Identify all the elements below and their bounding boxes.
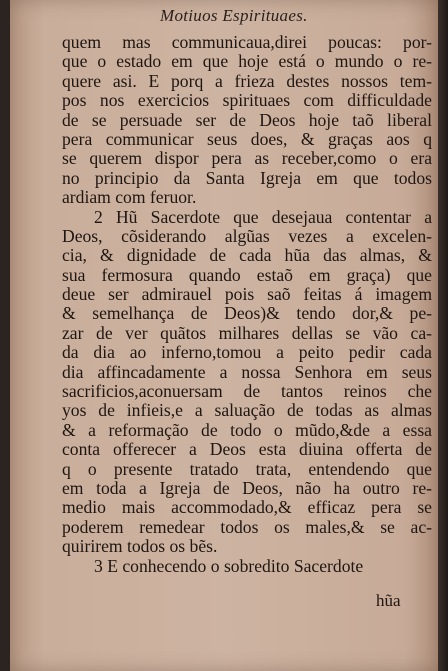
text-line: quere asi. E porq a frieza destes nossos tem- bbox=[62, 71, 432, 91]
text-line: sua fermosura quando estaõ em graça) que bbox=[62, 265, 432, 285]
book-page bbox=[10, 0, 438, 671]
text-line: de se persuade ser de Deos hoje taõ liberal bbox=[62, 110, 432, 130]
text-line: zar de ver quãtos milhares dellas se vão ca- bbox=[62, 323, 432, 343]
text-line: yos de infieis,e a saluação de todas as almas bbox=[62, 401, 432, 421]
text-line: medio mais accommodado,& efficaz pera se bbox=[62, 498, 432, 518]
text-line: da dia ao inferno,tomou a peito pedir cada bbox=[62, 343, 432, 363]
text-line: quem mas communicaua,direi poucas: por- bbox=[62, 33, 432, 52]
text-line: em toda a Igreja de Deos, não ha outro re- bbox=[62, 478, 432, 498]
text-line: pera communicar seus does, & graças aos q bbox=[62, 129, 432, 149]
catchword: hũa bbox=[376, 591, 401, 610]
text-line: no principio da Santa Igreja em que todos bbox=[62, 168, 432, 188]
running-title: Motiuos Espirituaes. bbox=[160, 6, 308, 25]
text-line: sacrificios,aconuersam de tantos reinos che bbox=[62, 382, 432, 402]
text-line: pos nos exercicios spirituaes com difficuldade bbox=[62, 91, 432, 111]
paragraph-start-line: 3 E conhecendo o sobredito Sacerdote bbox=[94, 556, 364, 576]
text-line: dia affincadamente a nossa Senhora em seus bbox=[62, 362, 432, 382]
text-line: deue ser admirauel pois saõ feitas á imagem bbox=[62, 285, 432, 305]
text-line: q o presente tratado trata, entendendo que bbox=[62, 459, 432, 479]
text-line: poderem remedear todos os males,& se ac- bbox=[62, 517, 432, 537]
text-line: Deos, cõsiderando algũas vezes a excelen- bbox=[62, 226, 432, 246]
book-edge bbox=[438, 0, 448, 671]
text-line: quirirem todos os bẽs. bbox=[62, 537, 218, 557]
text-line: que o estado em que hoje está o mundo o re- bbox=[62, 52, 432, 72]
text-line: ardiam com feruor. bbox=[62, 188, 197, 208]
text-line: se querem dispor pera as receber,como o era bbox=[62, 149, 432, 169]
text-line: conta offerecer a Deos esta diuina offerta de bbox=[62, 440, 432, 460]
text-line: & a reformação de todo o mũdo,&de a essa bbox=[62, 420, 432, 440]
body-text bbox=[62, 33, 432, 576]
text-line: cia, & dignidade de cada hũa das almas, & bbox=[62, 246, 432, 266]
paragraph-start-line: 2 Hũ Sacerdote que desejaua contentar a bbox=[94, 207, 432, 227]
text-line: & semelhança de Deos)& tendo dor,& pe- bbox=[62, 304, 432, 324]
